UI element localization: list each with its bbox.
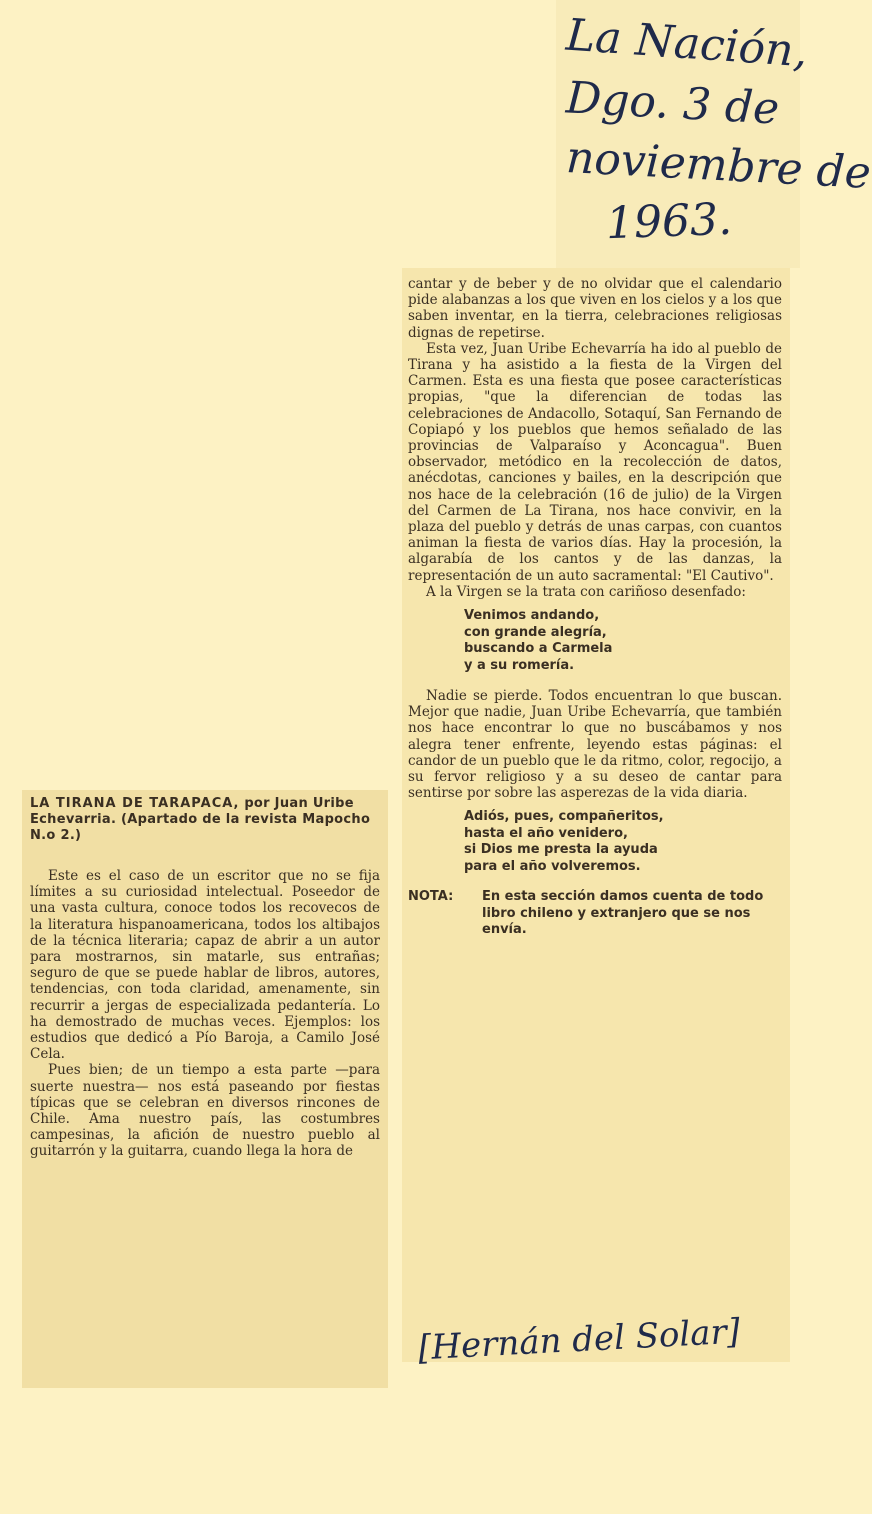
paragraph: Nadie se pierde. Todos encuentran lo que buscan. Mejor que nadie, Juan Uribe Echevarría, que también nos hace encontrar lo que no buscábamos y nos alegra tener enfrente, leyendo estas páginas: el candor de un pueblo que le da ritmo, color, regocijo, a su fervor religioso y a su deseo de cantar para sentirse por sobre las asperezas de la vida diaria. [408, 688, 782, 802]
verse-block-1 [464, 608, 782, 674]
headline-title: LA TIRANA DE TARAPACA, [30, 796, 240, 811]
nota-block [408, 889, 782, 939]
left-column-body [30, 868, 380, 1160]
verse-line: para el año volveremos. [464, 858, 641, 874]
handwritten-newspaper-name: La Nación, [564, 9, 810, 78]
headline-byline: por Juan Uribe Echevarria. (Apartado de la revista Mapocho N.o 2.) [30, 796, 371, 843]
verse-line: buscando a Carmela [464, 641, 613, 657]
verse-line: y a su romería. [464, 657, 575, 673]
verse-line: si Dios me presta la ayuda [464, 842, 658, 858]
handwritten-year: 1963. [605, 193, 733, 250]
article-headline [30, 796, 380, 844]
paragraph: A la Virgen se la trata con cariñoso desenfado: [426, 583, 746, 600]
nota-text: En esta sección damos cuenta de todo libro chileno y extranjero que se nos envía. [482, 889, 764, 938]
handwritten-signature: [Hernán del Solar] [417, 1311, 741, 1369]
verse-block-2 [464, 809, 782, 875]
verse-line: Venimos andando, [464, 608, 600, 624]
paragraph: cantar y de beber y de no olvidar que el calendario pide alabanzas a los que viven en los cielos y a los que saben inventar, en la tierra, celebraciones religiosas dignas de repetirse. [408, 276, 782, 341]
handwritten-month-line: noviembre de [564, 132, 872, 199]
paragraph: Este es el caso de un escritor que no se fija límites a su curiosidad intelectual. Poseedor de una vasta cultura, conoce todos los recovecos de la literatura hispanoamericana, todos los altibajos de la técnica literaria; capaz de abrir a un autor para mostrarnos, sin matarle, sus entrañas; seguro de que se puede hablar de libros, autores, tendencias, con toda claridad, amenamente, sin recurrir a jergas de especializada pedantería. Lo ha demostrado de muchas veces. Ejemplos: los estudios que dedicó a Pío Baroja, a Camilo José Cela. [30, 868, 380, 1063]
nota-label: NOTA: [408, 889, 454, 905]
verse-line: hasta el año venidero, [464, 825, 628, 841]
verse-line: con grande alegría, [464, 624, 607, 640]
right-column-body [408, 276, 782, 939]
paragraph: Esta vez, Juan Uribe Echevarría ha ido al pueblo de Tirana y ha asistido a la fiesta de la Virgen del Carmen. Esta es una fiesta que posee características propias, "que la diferencian de todas las celebraciones de Andacollo, Sotaquí, San Fernando de Copiapó y los pueblos que hemos señalado de las provincias de Valparaíso y Aconcagua". Buen observador, metódico en la recolección de datos, anécdotas, canciones y bailes, en la descripción que nos hace de la celebración (16 de julio) de la Virgen del Carmen de La Tirana, nos hace convivir, en la plaza del pueblo y detrás de unas carpas, con cuantos animan la fiesta de varios días. Hay la procesión, la algarabía de los cantos y de las danzas, la representación de un auto sacramental: "El Cautivo". [408, 340, 782, 584]
handwritten-date-line: Dgo. 3 de [564, 72, 781, 135]
paragraph: Pues bien; de un tiempo a esta parte —para suerte nuestra— nos está paseando por fiestas típicas que se celebran en diversos rincones de Chile. Ama nuestro país, las costumbres campesinas, la afición de nuestro pueblo al guitarrón y la guitarra, cuando llega la hora de [30, 1062, 380, 1160]
verse-line: Adiós, pues, compañeritos, [464, 809, 664, 825]
